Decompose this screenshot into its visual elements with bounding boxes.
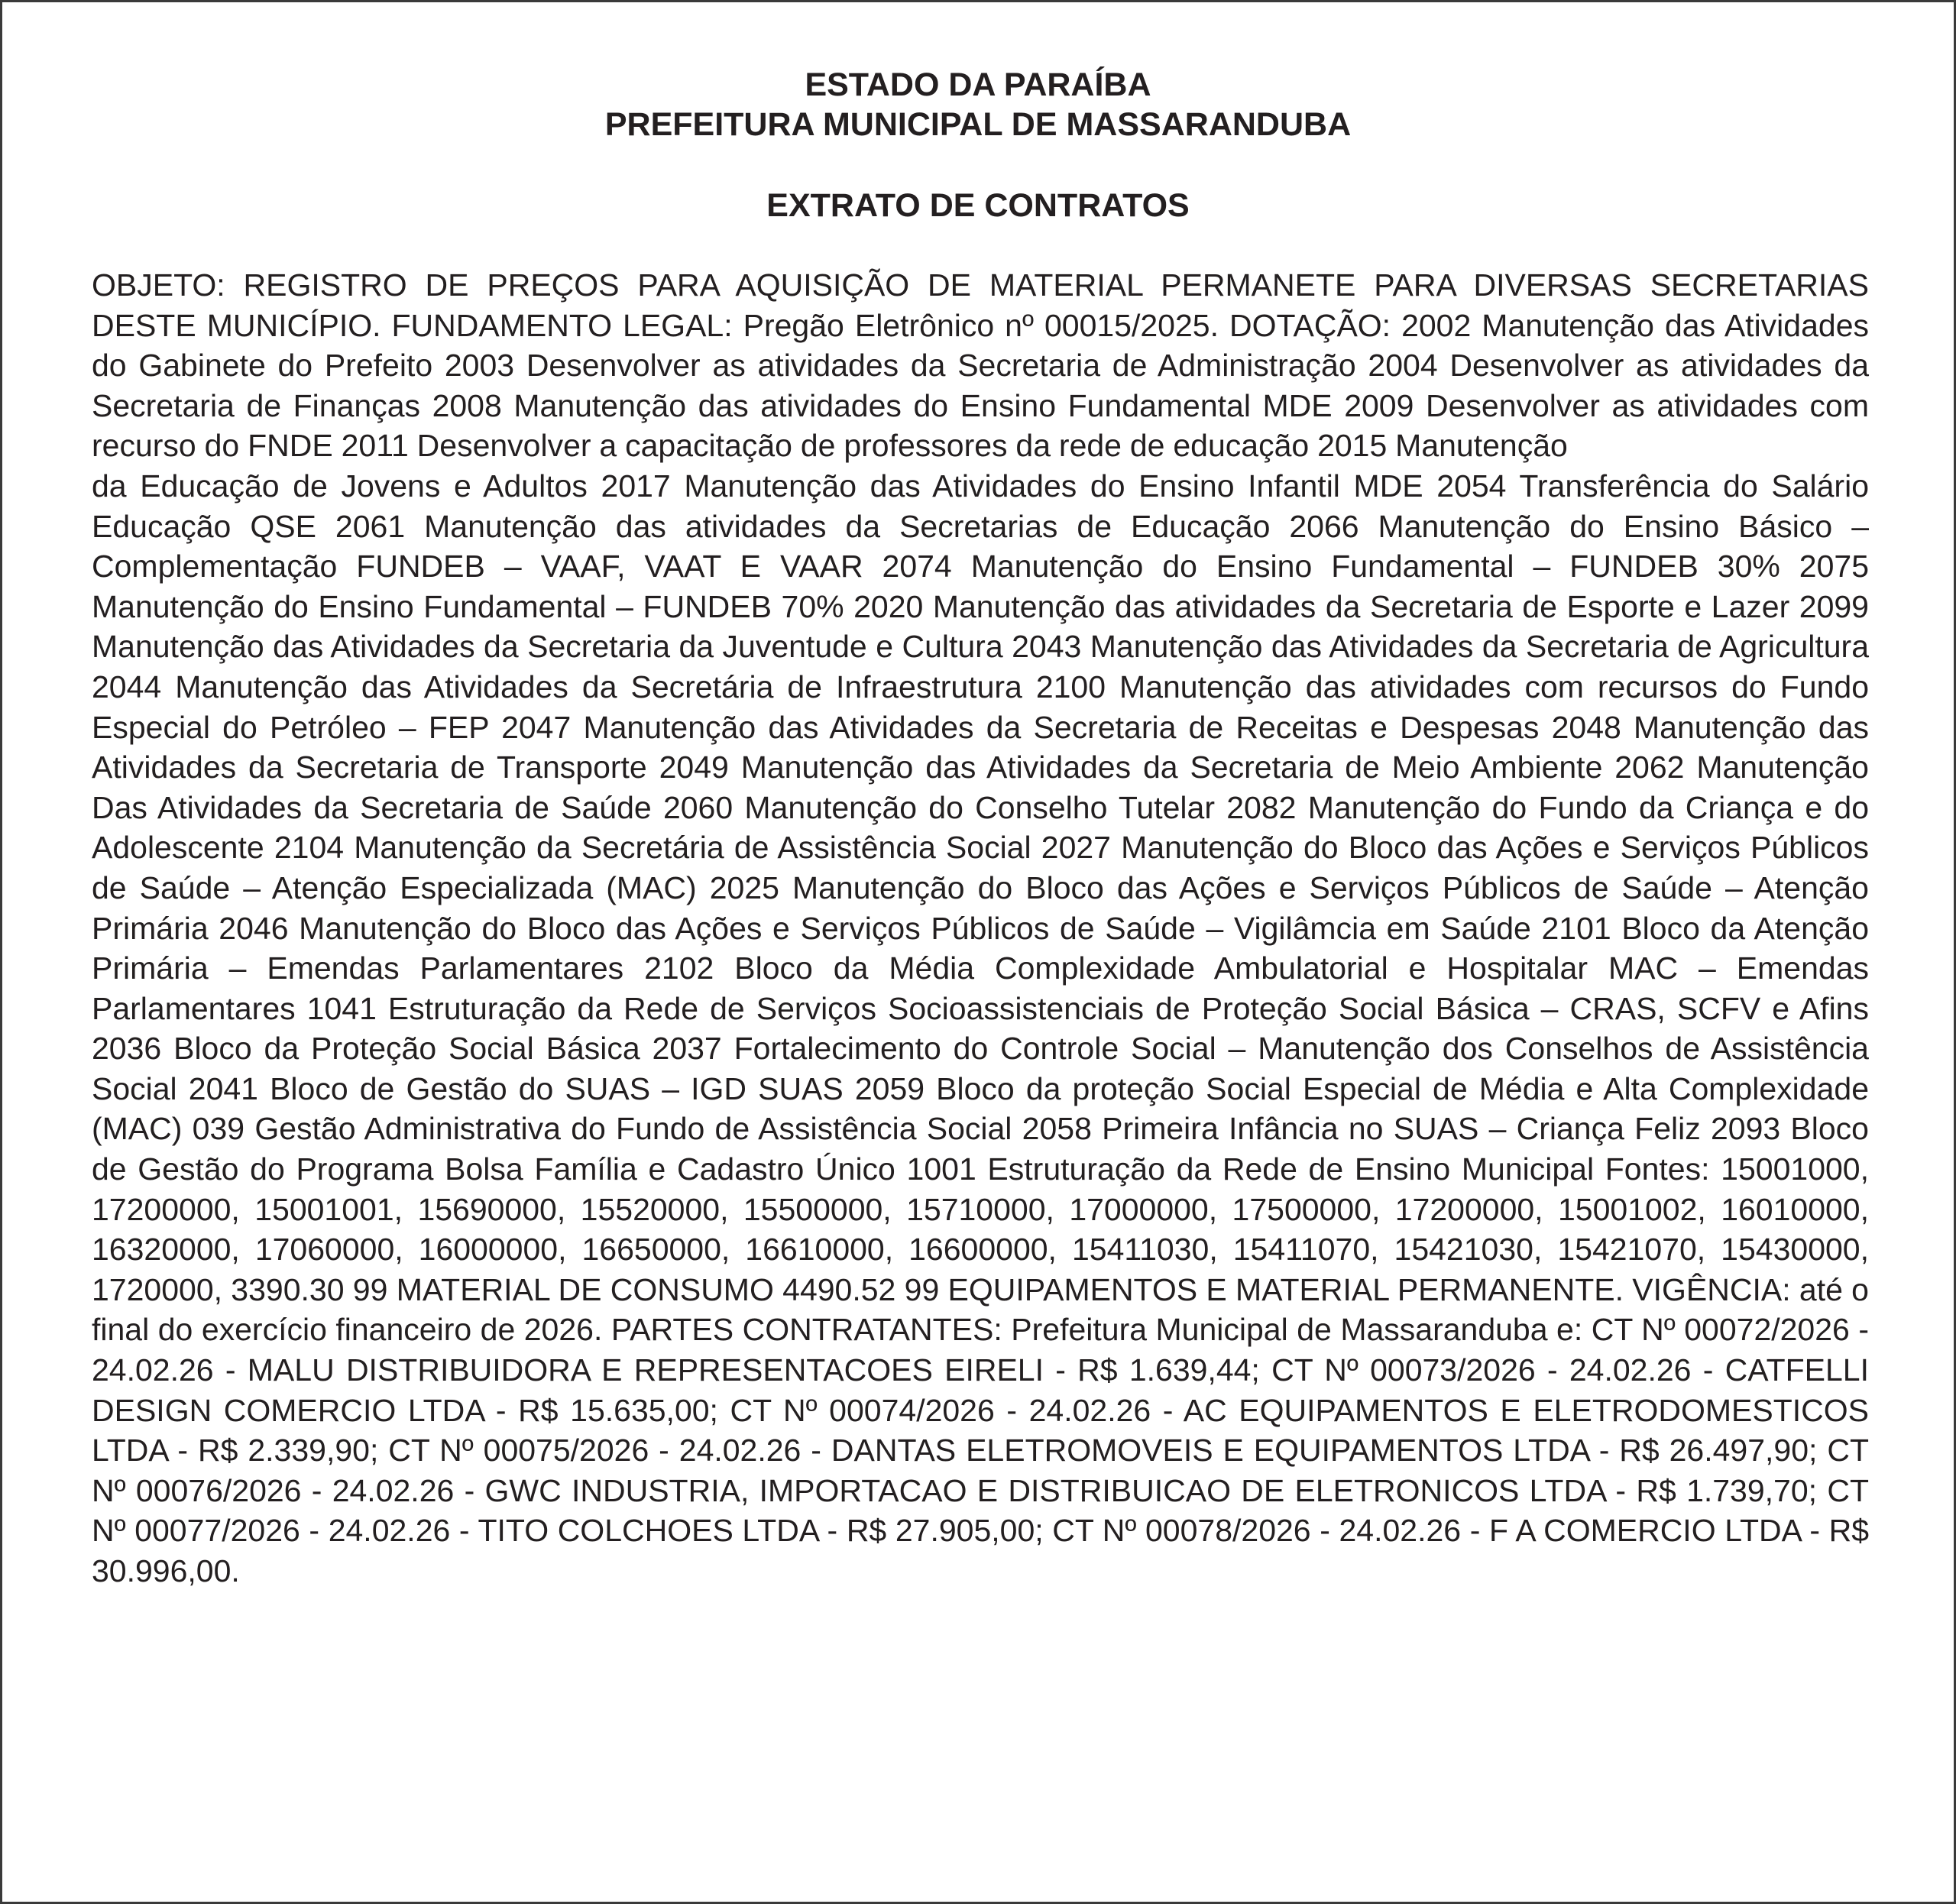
municipality-name: PREFEITURA MUNICIPAL DE MASSARANDUBA: [604, 106, 1352, 143]
body-paragraph: OBJETO: REGISTRO DE PREÇOS PARA AQUISIÇÃO DE MATERIAL PERMANETE PARA DIVERSAS SECRETARIAS DESTE MUNICÍPIO. FUNDAMENTO LEGAL: Pregão Eletrônico nº 00015/2025. DOTAÇÃO: 2002 Manutenção das Atividades do Gabinete do Prefeito 2003 Desenvolver as atividades da Secretaria de Administração 2004 Desenvolver as atividades da Secretaria de Finanças 2008 Manutenção das atividades do Ensino Fundamental MDE 2009 Desenvolver as atividades com recurso do FNDE 2011 Desenvolver a capacitação de professores da rede de educação 2015 Manutenção: [92, 267, 1869, 464]
document-title: EXTRATO DE CONTRATOS: [766, 187, 1190, 224]
body-paragraph: da Educação de Jovens e Adultos 2017 Manutenção das Atividades do Ensino Infantil MDE 2054 Transferência do Salário Educação QSE 2061 Manutenção das atividades da Secretarias de Educação 2066 Manutenção do Ensino Básico – Complementação FUNDEB – VAAF, VAAT E VAAR 2074 Manutenção do Ensino Fundamental – FUNDEB 30% 2075 Manutenção do Ensino Fundamental – FUNDEB 70% 2020 Manutenção das atividades da Secretaria de Esporte e Lazer 2099 Manutenção das Atividades da Secretaria da Juventude e Cultura 2043 Manutenção das Atividades da Secretaria de Agricultura 2044 Manutenção das Atividades da Secretária de Infraestrutura 2100 Manutenção das atividades com recursos do Fundo Especial do Petróleo – FEP 2047 Manutenção das Atividades da Secretaria de Receitas e Despesas 2048 Manutenção das Atividades da Secretaria de Transporte 2049 Manutenção das Atividades da Secretaria de Meio Ambiente 2062 Manutenção Das Atividades da Secretaria de Saúde 2060 Manutenção do Conselho Tutelar 2082 Manutenção do Fundo da Criança e do Adolescente 2104 Manutenção da Secretária de Assistência Social 2027 Manutenção do Bloco das Ações e Serviços Públicos de Saúde – Atenção Especializada (MAC) 2025 Manutenção do Bloco das Ações e Serviços Públicos de Saúde – Atenção Primária 2046 Manutenção do Bloco das Ações e Serviços Públicos de Saúde – Vigilâmcia em Saúde 2101 Bloco da Atenção Primária – Emendas Parlamentares 2102 Bloco da Média Complexidade Ambulatorial e Hospitalar MAC – Emendas Parlamentares 1041 Estruturação da Rede de Serviços Socioassistenciais de Proteção Social Básica – CRAS, SCFV e Afins 2036 Bloco da Proteção Social Básica 2037 Fortalecimento do Controle Social – Manutenção dos Conselhos de Assistência Social 2041 Bloco de Gestão do SUAS – IGD SUAS 2059 Bloco da proteção Social Especial de Média e Alta Complexidade (MAC) 039 Gestão Administrativa do Fundo de Assistência Social 2058 Primeira Infância no SUAS – Criança Feliz 2093 Bloco de Gestão do Programa Bolsa Família e Cadastro Único 1001 Estruturação da Rede de Ensino Municipal Fontes: 15001000, 17200000, 15001001, 15690000, 15520000, 15500000, 15710000, 17000000, 17500000, 17200000, 15001002, 16010000, 16320000, 17060000, 16000000, 16650000, 16610000, 16600000, 15411030, 15411070, 15421030, 15421070, 15430000, 1720000, 3390.30 99 MATERIAL DE CONSUMO 4490.52 99 EQUIPAMENTOS E MATERIAL PERMANENTE. VIGÊNCIA: até o final do exercício financeiro de 2026. PARTES CONTRATANTES: Prefeitura Municipal de Massaranduba e: CT Nº 00072/2026 - 24.02.26 - MALU DISTRIBUIDORA E REPRESENTACOES EIRELI - R$ 1.639,44; CT Nº 00073/2026 - 24.02.26 - CATFELLI DESIGN COMERCIO LTDA - R$ 15.635,00; CT Nº 00074/2026 - 24.02.26 - AC EQUIPAMENTOS E ELETRODOMESTICOS LTDA - R$ 2.339,90; CT Nº 00075/2026 - 24.02.26 - DANTAS ELETROMOVEIS E EQUIPAMENTOS LTDA - R$ 26.497,90; CT Nº 00076/2026 - 24.02.26 - GWC INDUSTRIA, IMPORTACAO E DISTRIBUICAO DE ELETRONICOS LTDA - R$ 1.739,70; CT Nº 00077/2026 - 24.02.26 - TITO COLCHOES LTDA - R$ 27.905,00; CT Nº 00078/2026 - 24.02.26 - F A COMERCIO LTDA - R$ 30.996,00.: [92, 468, 1869, 1588]
state-name: ESTADO DA PARAÍBA: [805, 66, 1151, 103]
document-body: [92, 265, 1869, 1592]
document-header: [2, 65, 1954, 144]
